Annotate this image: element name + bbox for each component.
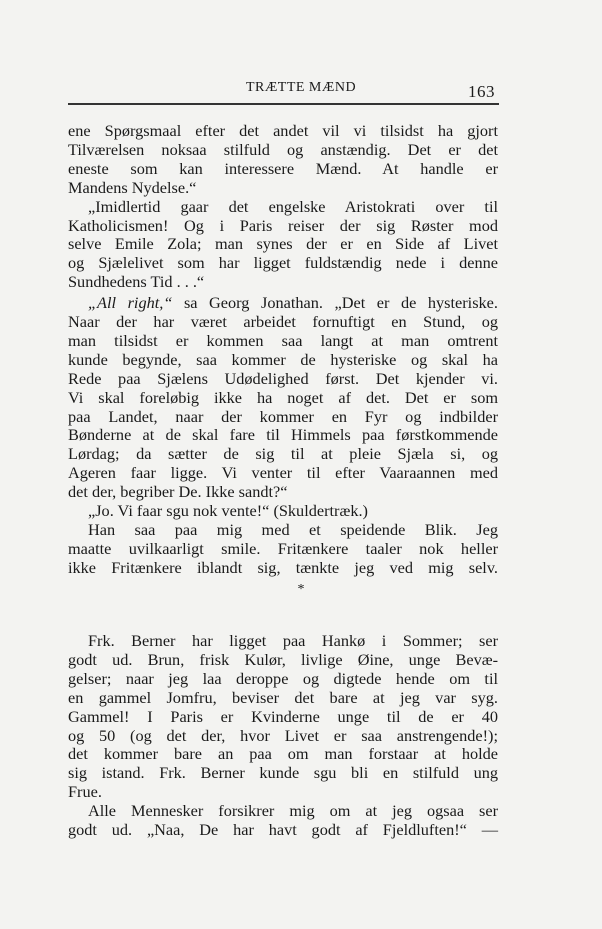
text-line: man tilsidst er kommen saa langt at man omtrent <box>68 330 498 350</box>
text-line: og 50 (og det der, hvor Livet er saa anstrengende!); <box>68 725 498 745</box>
text-line: Tilværelsen noksaa stilfuld og anstændig. Det er det <box>68 139 498 159</box>
text-line: gelser; naar jeg laa deroppe og digtede hende om til <box>68 668 498 688</box>
text-line: Naar der har været arbeidet fornuftigt en Stund, og <box>68 312 498 331</box>
text-line: Rede paa Sjælens Udødelighed først. Det kjender vi. <box>68 368 498 388</box>
section-separator: * <box>297 582 305 597</box>
text-line: selve Emile Zola; man synes der er en Side af Livet <box>68 234 498 254</box>
text-line: Frk. Berner har ligget paa Hankø i Sommer; ser <box>88 631 498 650</box>
text-line: Vi skal foreløbig ikke ha noget af det. Det er som <box>68 387 498 407</box>
text-line: kunde begynde, saa kommer de hysteriske og skal ha <box>68 349 498 369</box>
text-line: ikke Fritænkere iblandt sig, tænkte jeg ved mig selv. <box>68 557 498 577</box>
text-line: Gammel! I Paris er Kvinderne unge til de er 40 <box>68 706 498 726</box>
text-line: paa Landet, naar der kommer en Fyr og indbilder <box>68 406 498 426</box>
running-title: TRÆTTE MÆND <box>245 80 357 95</box>
text-line: ene Spørgsmaal efter det andet vil vi tilsidst ha gjort <box>68 121 498 140</box>
text-line: det der, begriber De. Ikke sandt?“ <box>68 482 288 502</box>
text-line: og Sjælelivet som har ligget fuldstændig nede i denne <box>68 253 498 273</box>
text-line: Han saa paa mig med et speidende Blik. Jeg <box>88 519 498 539</box>
text-line: Ageren faar ligge. Vi venter til efter Vaaraannen med <box>68 463 498 483</box>
text-line: en gammel Jomfru, beviser det bare at jeg var syg. <box>68 687 498 707</box>
text-line: maatte uvilkaarligt smile. Fritænkere taaler nok heller <box>68 538 498 558</box>
text-line: Bønderne at de skal fare til Himmels paa førstkommende <box>68 425 498 445</box>
text-line: „Jo. Vi faar sgu nok vente!“ (Skuldertræk.) <box>88 501 368 520</box>
line-rest: sa Georg Jonathan. „Det er de hysteriske. <box>172 293 498 312</box>
text-line-all-right <box>68 293 498 312</box>
text-line: sig istand. Frk. Berner kunde sgu bli en stilfuld ung <box>68 763 498 783</box>
header-rule <box>68 103 499 105</box>
text-line: Alle Mennesker forsikrer mig om at jeg ogsaa ser <box>88 801 498 821</box>
text-line: Lørdag; da sætter de sig til at pleie Sjæla si, og <box>68 444 498 464</box>
text-line: godt ud. Brun, frisk Kulør, livlige Øine, unge Bevæ- <box>68 649 498 669</box>
text-line: „Imidlertid gaar det engelske Aristokrati over til <box>88 196 498 216</box>
text-line: Katholicismen! Og i Paris reiser der sig Røster mod <box>68 215 498 235</box>
text-line: eneste som kan interessere Mænd. At handle er <box>68 158 498 178</box>
text-line: Frue. <box>68 782 102 802</box>
text-line: Sundhedens Tid . . .“ <box>68 272 205 292</box>
italic-quote: „All right,“ <box>88 293 173 312</box>
text-line: godt ud. „Naa, De har havt godt af Fjeldluften!“ — <box>68 820 498 839</box>
page-number: 163 <box>468 82 495 101</box>
text-line: Mandens Nydelse.“ <box>68 177 197 197</box>
text-line: det kommer bare an paa om man forstaar at holde <box>68 744 498 764</box>
